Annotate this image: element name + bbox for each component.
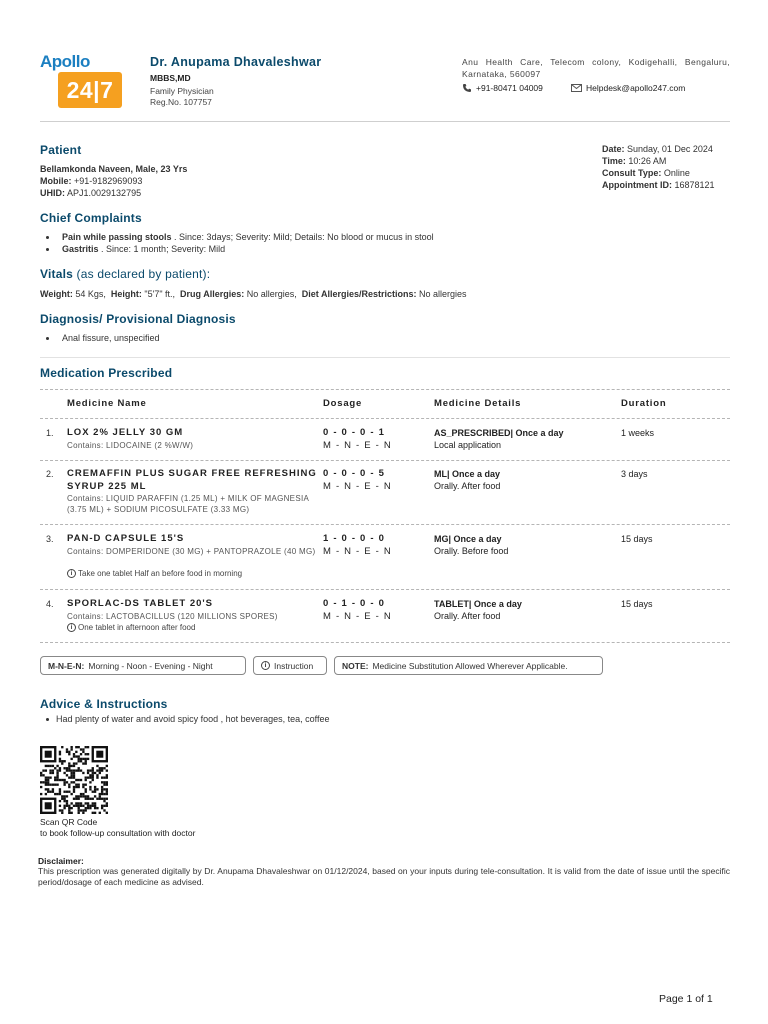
drug-allergies-value: No allergies, [246, 289, 297, 299]
row-number: 1. [46, 428, 54, 438]
legend-instruction [253, 656, 327, 675]
medication-title: Medication Prescribed [40, 366, 173, 380]
consult-date: Sunday, 01 Dec 2024 [627, 144, 713, 154]
disclaimer-text: This prescription was generated digitally by Dr. Anupama Dhavaleshwar on 01/12/2024, based on your inputs during tele-consultation. It is valid from the date of issue until the specific period/dosage of each medicine as advised. [38, 866, 730, 887]
page-number: Page 1 of 1 [659, 993, 713, 1005]
weight-value: 54 Kgs, [75, 289, 106, 299]
dosage-key: M - N - E - N [323, 480, 392, 492]
complaint-details: . Since: 1 month; Severity: Mild [101, 244, 226, 254]
legend-mnen-label: M-N-E-N: [48, 660, 85, 671]
appointment-id: 16878121 [674, 180, 715, 190]
advice-item: Had plenty of water and avoid spicy food , hot beverages, tea, coffee [40, 713, 330, 725]
logo-247-badge: 24|7 [58, 72, 122, 108]
dosage-value: 0 - 1 - 0 - 0 [323, 598, 386, 609]
consult-type-label: Consult Type: [602, 168, 662, 178]
vitals-title-text: Vitals [40, 267, 73, 281]
info-icon: i [67, 623, 76, 632]
mobile-label: Mobile: [40, 176, 72, 186]
medicine-details [434, 598, 522, 622]
table-header-rule [40, 418, 730, 419]
qr-caption-line1: Scan QR Code [40, 817, 98, 827]
diagnosis-title: Diagnosis/ Provisional Diagnosis [40, 312, 236, 326]
height-label: Height: [110, 289, 142, 299]
phone-icon [462, 83, 472, 93]
diagnosis-item: Anal fissure, unspecified [40, 332, 160, 344]
medicine-name: CREMAFFIN PLUS SUGAR FREE REFRESHING SYRUP 225 ML [67, 468, 317, 492]
diet-allergies-label: Diet Allergies/Restrictions: [301, 289, 417, 299]
row-rule [40, 589, 730, 590]
dosage-key: M - N - E - N [323, 610, 392, 622]
time-label: Time: [602, 156, 626, 166]
uhid-label: UHID: [40, 188, 65, 198]
dosage-key: M - N - E - N [323, 545, 392, 557]
complaint-item [40, 231, 434, 243]
medicine-instruction [67, 623, 195, 632]
complaint-details: . Since: 3days; Severity: Mild; Details: No blood or mucus in stool [174, 232, 434, 242]
medicine-name: PAN-D CAPSULE 15'S [67, 533, 185, 544]
complaint-name: Gastritis [62, 244, 99, 254]
details-note: Orally. Before food [434, 546, 509, 556]
complaints-list [40, 231, 434, 255]
medicine-contains: Contains: LIDOCAINE (2 %W/W) [67, 441, 194, 450]
patient-summary: Bellamkonda Naveen, Male, 23 Yrs [40, 164, 188, 174]
doctor-degree: MBBS,MD [150, 73, 191, 83]
row-number: 4. [46, 599, 54, 609]
vitals-title [40, 267, 210, 281]
apollo-logo [40, 52, 124, 112]
row-rule [40, 524, 730, 525]
duration: 15 days [621, 534, 653, 544]
details-frequency: TABLET| Once a day [434, 599, 522, 609]
medicine-name: SPORLAC-DS TABLET 20'S [67, 598, 214, 609]
col-medicine-name: Medicine Name [67, 398, 147, 409]
phone-number: +91-80471 04009 [476, 83, 543, 93]
medicine-details [434, 427, 564, 451]
patient-title: Patient [40, 143, 82, 157]
legend-mnen [40, 656, 246, 675]
info-icon: i [67, 569, 76, 578]
medicine-contains: Contains: LIQUID PARAFFIN (1.25 ML) + MILK OF MAGNESIA (3.75 ML) + SODIUM PICOSULFATE (3.33 MG) [67, 494, 309, 514]
dosage-value: 1 - 0 - 0 - 0 [323, 533, 386, 544]
appointment-label: Appointment ID: [602, 180, 672, 190]
advice-list [40, 713, 330, 725]
qr-caption-line2: to book follow-up consultation with doctor [40, 828, 196, 838]
doctor-reg-no: Reg.No. 107757 [150, 97, 212, 107]
medicine-contains: Contains: LACTOBACILLUS (120 MILLIONS SPORES) [67, 612, 278, 621]
doctor-speciality: Family Physician [150, 86, 214, 96]
dosage [323, 427, 392, 452]
col-duration: Duration [621, 398, 667, 409]
col-dosage: Dosage [323, 398, 363, 409]
medicine-instruction [67, 569, 242, 578]
advice-title: Advice & Instructions [40, 697, 168, 711]
consult-time: 10:26 AM [628, 156, 667, 166]
diagnosis-list [40, 332, 160, 344]
qr-caption [40, 817, 195, 839]
instruction-text: One tablet in afternoon after food [78, 623, 196, 632]
date-label: Date: [602, 144, 625, 154]
details-frequency: ML| Once a day [434, 469, 501, 479]
legend-note-text: Medicine Substitution Allowed Wherever Applicable. [372, 660, 568, 671]
email-address: Helpdesk@apollo247.com [586, 83, 686, 93]
patient-uhid: APJ1.0029132795 [67, 188, 142, 198]
details-frequency: MG| Once a day [434, 534, 502, 544]
row-number: 2. [46, 469, 54, 479]
dosage-value: 0 - 0 - 0 - 5 [323, 468, 386, 479]
row-rule [40, 460, 730, 461]
patient-mobile: +91-9182969093 [74, 176, 143, 186]
info-icon: i [261, 661, 270, 670]
weight-label: Weight: [40, 289, 73, 299]
duration: 1 weeks [621, 428, 655, 438]
dosage [323, 533, 392, 558]
doctor-name: Dr. Anupama Dhavaleshwar [150, 55, 322, 69]
medicine-contains: Contains: DOMPERIDONE (30 MG) + PANTOPRAZOLE (40 MG) [67, 547, 316, 556]
details-note: Orally. After food [434, 611, 501, 621]
legend-note [334, 656, 603, 675]
duration: 3 days [621, 469, 648, 479]
vitals-subtitle: (as declared by patient): [76, 267, 211, 281]
details-note: Orally. After food [434, 481, 501, 491]
col-medicine-details: Medicine Details [434, 398, 522, 409]
legend-instruction-text: Instruction [274, 660, 314, 671]
row-number: 3. [46, 534, 54, 544]
table-top-rule [40, 389, 730, 390]
legend-mnen-text: Morning - Noon - Evening - Night [88, 660, 213, 671]
consult-type: Online [663, 168, 690, 178]
clinic-email[interactable] [571, 83, 685, 93]
disclaimer-title: Disclaimer: [38, 856, 84, 866]
complaint-name: Pain while passing stools [62, 232, 172, 242]
dosage [323, 468, 392, 493]
table-bottom-rule [40, 642, 730, 643]
diet-allergies-value: No allergies [419, 289, 467, 299]
patient-block [40, 163, 187, 199]
dosage-value: 0 - 0 - 0 - 1 [323, 427, 386, 438]
instruction-text: Take one tablet Half an before food in morning [78, 569, 243, 578]
dosage-key: M - N - E - N [323, 439, 392, 451]
doctor-meta [150, 86, 214, 108]
medicine-details [434, 533, 508, 557]
vitals-line [40, 288, 467, 300]
consult-meta [602, 143, 715, 191]
clinic-phone[interactable] [462, 83, 543, 93]
details-frequency: AS_PRESCRIBED| Once a day [434, 428, 564, 438]
qr-code-icon[interactable] [40, 746, 108, 814]
height-value: "5'7" ft., [144, 289, 176, 299]
legend-note-label: NOTE: [342, 660, 369, 671]
mail-icon [571, 84, 582, 92]
complaints-title: Chief Complaints [40, 211, 142, 225]
drug-allergies-label: Drug Allergies: [180, 289, 245, 299]
complaint-item [40, 243, 434, 255]
medicine-name: LOX 2% JELLY 30 GM [67, 427, 184, 438]
duration: 15 days [621, 599, 653, 609]
details-note: Local application [434, 440, 502, 450]
clinic-address: Anu Health Care, Telecom colony, Kodigehalli, Bengaluru, Karnataka, 560097 [462, 57, 730, 79]
section-divider [40, 357, 730, 358]
logo-wordmark: Apollo [40, 52, 90, 71]
dosage [323, 598, 392, 623]
medicine-details [434, 468, 500, 492]
header-divider [40, 121, 730, 122]
